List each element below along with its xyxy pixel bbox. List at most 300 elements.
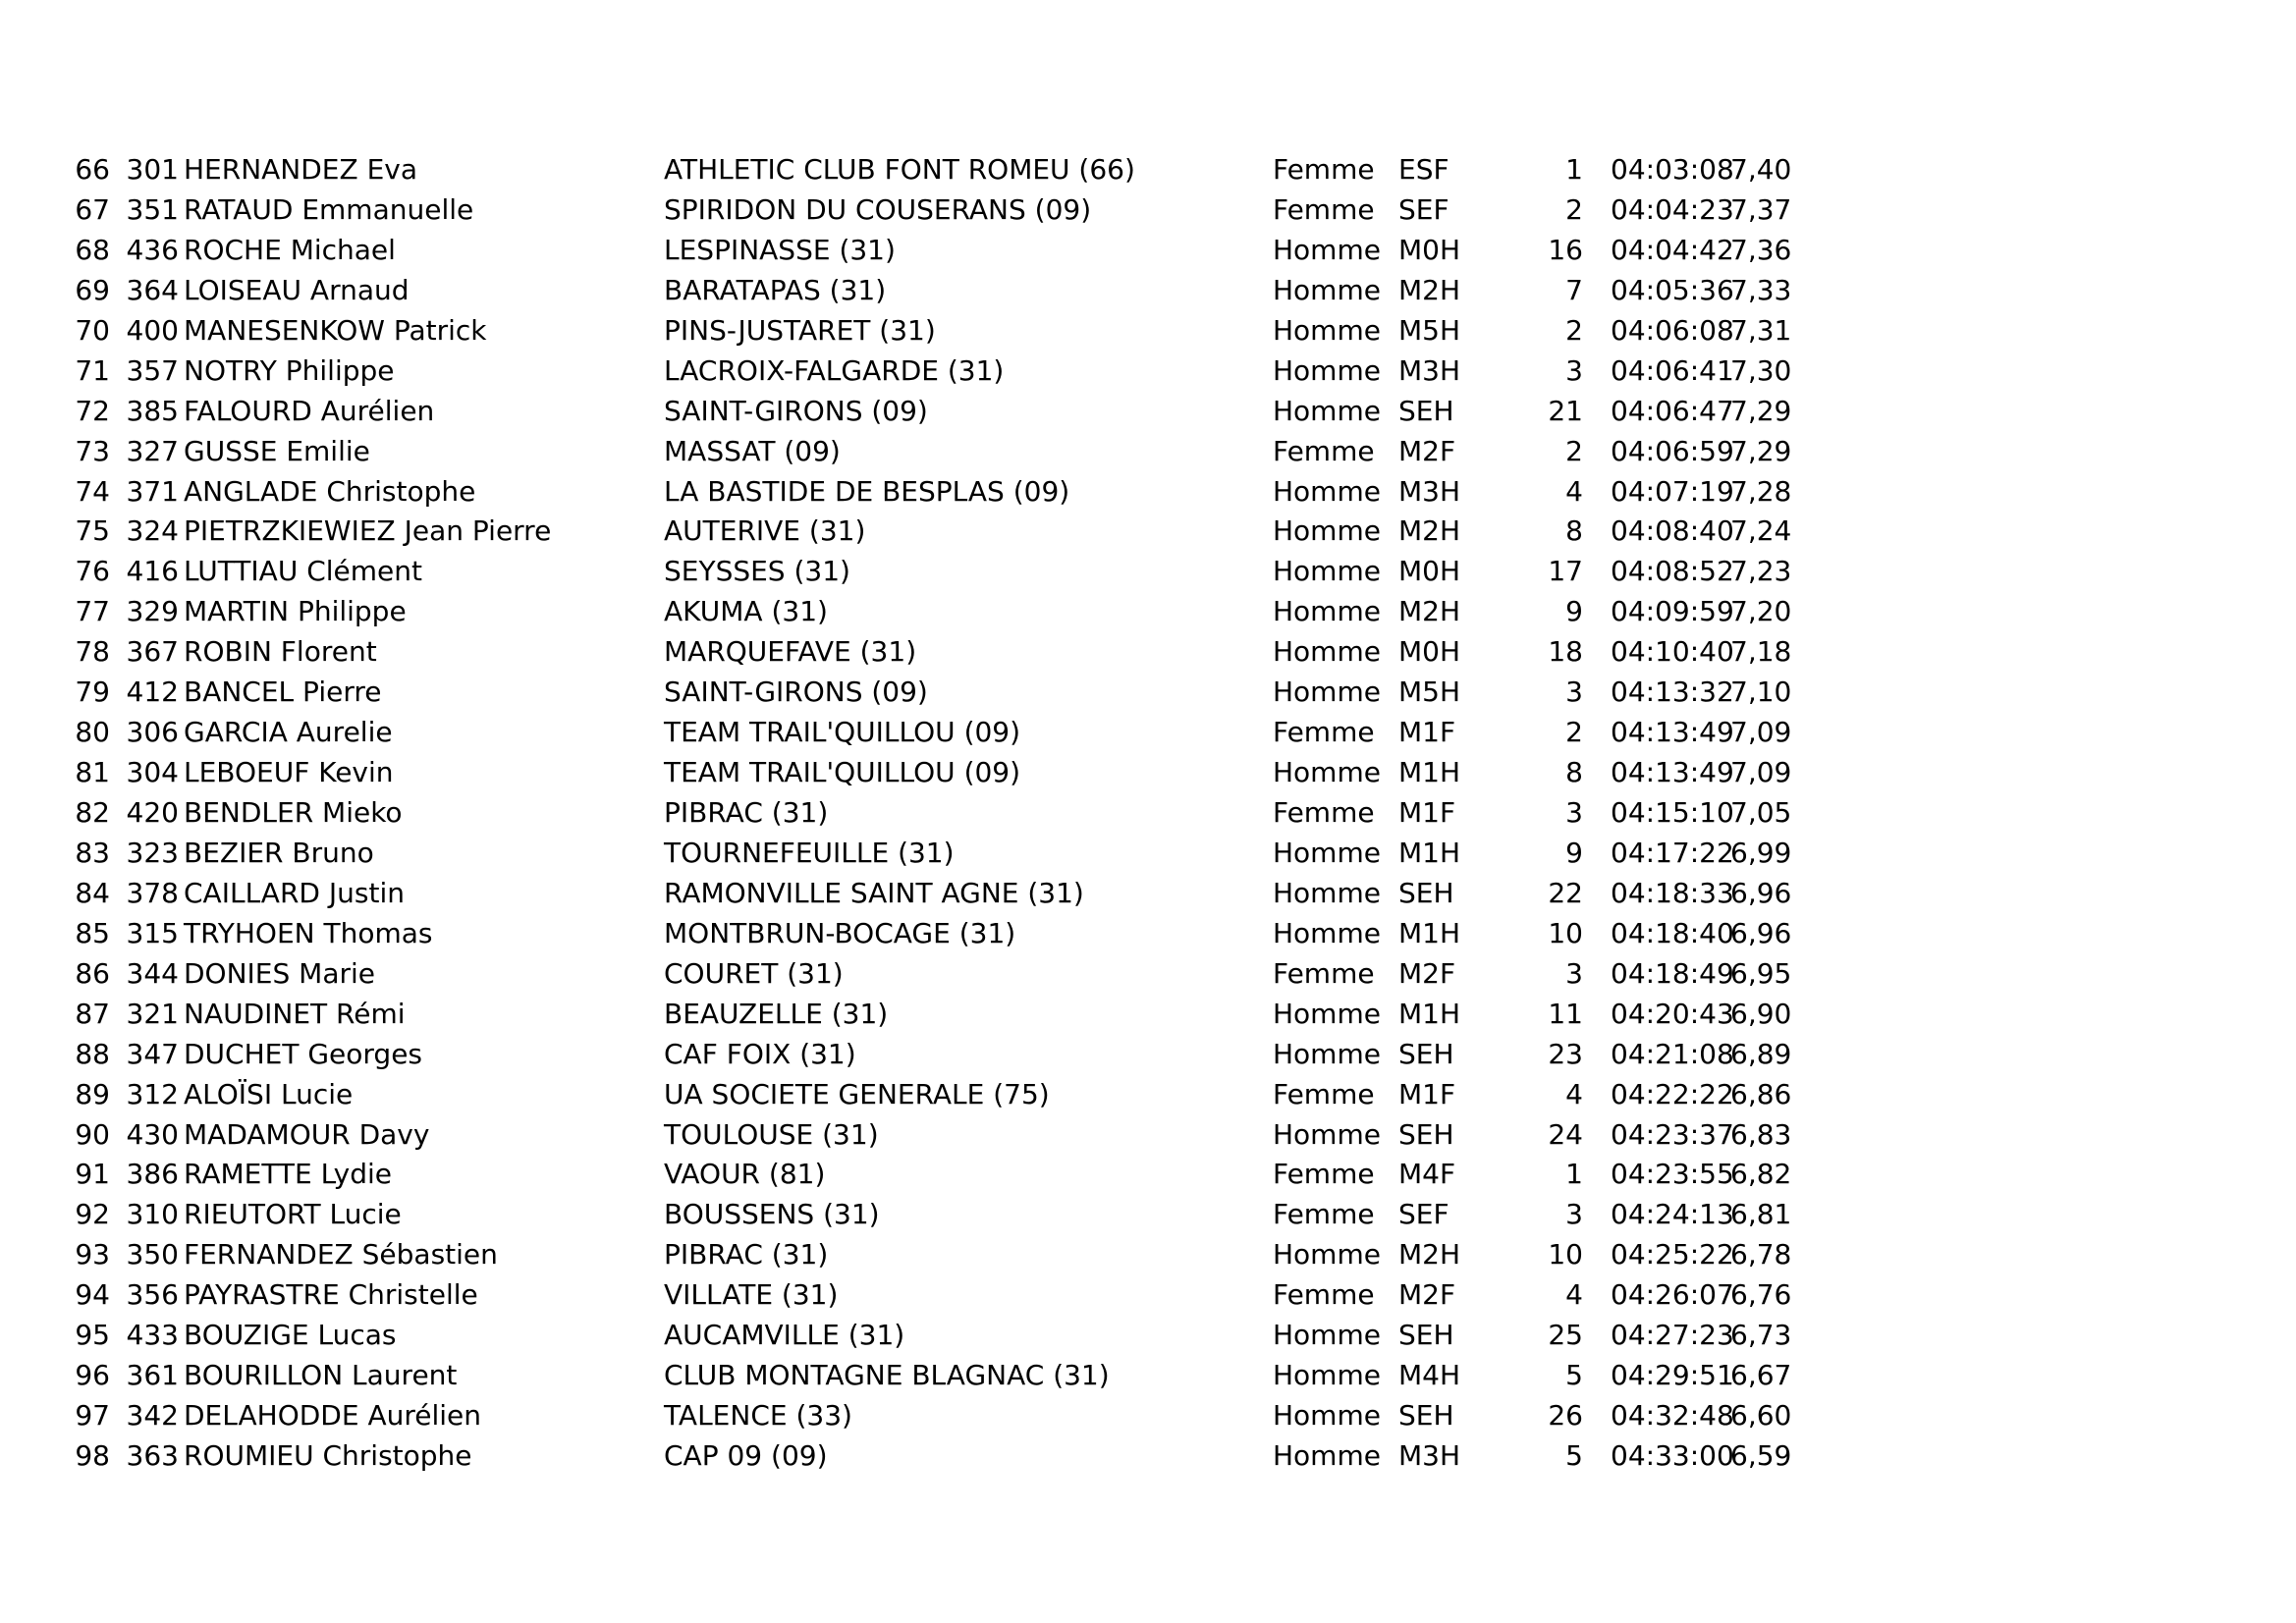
time-cell: 04:23:37 [1611,1117,1734,1151]
category-rank-cell: 4 [1565,474,1583,508]
category-rank-cell: 23 [1548,1037,1583,1070]
category-cell: SEH [1398,876,1454,909]
table-row [0,1155,2296,1195]
rank-cell: 80 [75,716,110,749]
time-cell: 04:27:23 [1611,1319,1734,1352]
rank-cell: 71 [75,353,110,387]
time-cell: 04:22:22 [1611,1077,1734,1110]
category-rank-cell: 1 [1565,153,1583,186]
speed-cell: 7,18 [1730,635,1792,669]
sex-cell: Homme [1273,997,1381,1030]
club-cell: RAMONVILLE SAINT AGNE (31) [664,876,1084,909]
runner-name-cell: BENDLER Mieko [184,796,403,829]
club-cell: CAP 09 (09) [664,1439,828,1472]
rank-cell: 94 [75,1278,110,1312]
table-row [0,231,2296,271]
runner-name-cell: NAUDINET Rémi [184,997,406,1030]
table-row [0,713,2296,753]
club-cell: LACROIX-FALGARDE (31) [664,353,1005,387]
club-cell: SPIRIDON DU COUSERANS (09) [664,192,1092,226]
category-cell: SEH [1398,1037,1454,1070]
club-cell: TEAM TRAIL'QUILLOU (09) [664,716,1021,749]
bib-cell: 363 [126,1439,179,1472]
category-cell: M1H [1398,997,1461,1030]
speed-cell: 7,29 [1730,394,1792,427]
bib-cell: 301 [126,153,179,186]
bib-cell: 430 [126,1117,179,1151]
category-rank-cell: 10 [1548,916,1583,949]
results-table [0,150,2296,1477]
category-cell: ESF [1398,153,1449,186]
sex-cell: Homme [1273,353,1381,387]
runner-name-cell: ANGLADE Christophe [184,474,476,508]
category-cell: M0H [1398,233,1461,266]
bib-cell: 329 [126,595,179,628]
table-row [0,793,2296,834]
speed-cell: 6,95 [1730,956,1792,990]
sex-cell: Homme [1273,876,1381,909]
rank-cell: 72 [75,394,110,427]
speed-cell: 6,96 [1730,876,1792,909]
runner-name-cell: MADAMOUR Davy [184,1117,430,1151]
time-cell: 04:23:55 [1611,1158,1734,1191]
table-row [0,874,2296,914]
bib-cell: 420 [126,796,179,829]
time-cell: 04:09:59 [1611,595,1734,628]
bib-cell: 385 [126,394,179,427]
table-row [0,552,2296,592]
time-cell: 04:05:36 [1611,273,1734,306]
sex-cell: Homme [1273,1037,1381,1070]
bib-cell: 327 [126,434,179,467]
time-cell: 04:24:13 [1611,1198,1734,1231]
rank-cell: 70 [75,313,110,347]
table-row [0,311,2296,352]
category-cell: M3H [1398,474,1461,508]
table-row [0,632,2296,673]
runner-name-cell: DELAHODDE Aurélien [184,1399,482,1433]
rank-cell: 67 [75,192,110,226]
category-rank-cell: 4 [1565,1278,1583,1312]
bib-cell: 364 [126,273,179,306]
category-rank-cell: 25 [1548,1319,1583,1352]
category-cell: M3H [1398,1439,1461,1472]
rank-cell: 69 [75,273,110,306]
bib-cell: 344 [126,956,179,990]
table-row [0,512,2296,552]
table-row [0,834,2296,874]
club-cell: TALENCE (33) [664,1399,852,1433]
sex-cell: Homme [1273,836,1381,869]
runner-name-cell: FERNANDEZ Sébastien [184,1238,498,1271]
sex-cell: Homme [1273,474,1381,508]
rank-cell: 95 [75,1319,110,1352]
speed-cell: 7,28 [1730,474,1792,508]
table-row [0,352,2296,392]
category-rank-cell: 1 [1565,1158,1583,1191]
bib-cell: 321 [126,997,179,1030]
bib-cell: 371 [126,474,179,508]
club-cell: MASSAT (09) [664,434,841,467]
bib-cell: 433 [126,1319,179,1352]
speed-cell: 7,24 [1730,514,1792,548]
table-row [0,472,2296,513]
rank-cell: 87 [75,997,110,1030]
category-rank-cell: 3 [1565,1198,1583,1231]
club-cell: SAINT-GIRONS (09) [664,676,928,709]
category-rank-cell: 9 [1565,595,1583,628]
speed-cell: 6,59 [1730,1439,1792,1472]
bib-cell: 323 [126,836,179,869]
category-rank-cell: 11 [1548,997,1583,1030]
category-rank-cell: 21 [1548,394,1583,427]
club-cell: SEYSSES (31) [664,555,850,588]
time-cell: 04:06:47 [1611,394,1734,427]
runner-name-cell: PAYRASTRE Christelle [184,1278,478,1312]
category-cell: M1H [1398,836,1461,869]
category-rank-cell: 5 [1565,1359,1583,1392]
table-row [0,1396,2296,1436]
table-row [0,1235,2296,1275]
sex-cell: Homme [1273,273,1381,306]
speed-cell: 6,86 [1730,1077,1792,1110]
runner-name-cell: NOTRY Philippe [184,353,395,387]
time-cell: 04:06:41 [1611,353,1734,387]
category-cell: M2F [1398,956,1456,990]
sex-cell: Homme [1273,313,1381,347]
runner-name-cell: CAILLARD Justin [184,876,405,909]
bib-cell: 416 [126,555,179,588]
runner-name-cell: LOISEAU Arnaud [184,273,410,306]
table-row [0,1356,2296,1396]
time-cell: 04:08:40 [1611,514,1734,548]
time-cell: 04:33:00 [1611,1439,1734,1472]
runner-name-cell: RAMETTE Lydie [184,1158,393,1191]
bib-cell: 400 [126,313,179,347]
category-cell: SEH [1398,394,1454,427]
table-row [0,592,2296,632]
speed-cell: 6,76 [1730,1278,1792,1312]
speed-cell: 7,29 [1730,434,1792,467]
rank-cell: 75 [75,514,110,548]
table-row [0,190,2296,231]
club-cell: PIBRAC (31) [664,1238,829,1271]
runner-name-cell: ALOÏSI Lucie [184,1077,354,1110]
category-rank-cell: 2 [1565,716,1583,749]
speed-cell: 7,23 [1730,555,1792,588]
speed-cell: 6,89 [1730,1037,1792,1070]
sex-cell: Homme [1273,233,1381,266]
category-rank-cell: 18 [1548,635,1583,669]
rank-cell: 68 [75,233,110,266]
time-cell: 04:17:22 [1611,836,1734,869]
rank-cell: 77 [75,595,110,628]
speed-cell: 7,36 [1730,233,1792,266]
table-row [0,1035,2296,1075]
club-cell: ATHLETIC CLUB FONT ROMEU (66) [664,153,1135,186]
table-row [0,954,2296,995]
runner-name-cell: DUCHET Georges [184,1037,423,1070]
table-row [0,1075,2296,1115]
category-cell: M1H [1398,916,1461,949]
speed-cell: 7,30 [1730,353,1792,387]
category-cell: M5H [1398,676,1461,709]
time-cell: 04:18:49 [1611,956,1734,990]
club-cell: BOUSSENS (31) [664,1198,880,1231]
category-rank-cell: 2 [1565,313,1583,347]
category-cell: M3H [1398,353,1461,387]
speed-cell: 6,83 [1730,1117,1792,1151]
table-row [0,1316,2296,1356]
runner-name-cell: LEBOEUF Kevin [184,756,394,789]
runner-name-cell: ROUMIEU Christophe [184,1439,472,1472]
rank-cell: 83 [75,836,110,869]
time-cell: 04:10:40 [1611,635,1734,669]
rank-cell: 86 [75,956,110,990]
rank-cell: 76 [75,555,110,588]
club-cell: TOULOUSE (31) [664,1117,879,1151]
category-cell: M1F [1398,796,1456,829]
runner-name-cell: BEZIER Bruno [184,836,374,869]
table-row [0,1436,2296,1477]
speed-cell: 7,20 [1730,595,1792,628]
category-cell: M2H [1398,1238,1461,1271]
speed-cell: 7,10 [1730,676,1792,709]
sex-cell: Homme [1273,635,1381,669]
runner-name-cell: BOURILLON Laurent [184,1359,458,1392]
table-row [0,995,2296,1035]
time-cell: 04:25:22 [1611,1238,1734,1271]
runner-name-cell: GARCIA Aurelie [184,716,393,749]
category-cell: M1F [1398,1077,1456,1110]
sex-cell: Femme [1273,1158,1375,1191]
category-cell: M1H [1398,756,1461,789]
sex-cell: Femme [1273,1278,1375,1312]
rank-cell: 88 [75,1037,110,1070]
rank-cell: 78 [75,635,110,669]
runner-name-cell: HERNANDEZ Eva [184,153,417,186]
time-cell: 04:13:32 [1611,676,1734,709]
time-cell: 04:29:51 [1611,1359,1734,1392]
rank-cell: 73 [75,434,110,467]
table-row [0,673,2296,713]
speed-cell: 7,37 [1730,192,1792,226]
time-cell: 04:26:07 [1611,1278,1734,1312]
category-cell: M2F [1398,1278,1456,1312]
table-row [0,271,2296,311]
club-cell: VAOUR (81) [664,1158,826,1191]
runner-name-cell: GUSSE Emilie [184,434,370,467]
sex-cell: Femme [1273,192,1375,226]
category-rank-cell: 16 [1548,233,1583,266]
category-cell: M5H [1398,313,1461,347]
sex-cell: Femme [1273,434,1375,467]
time-cell: 04:20:43 [1611,997,1734,1030]
bib-cell: 361 [126,1359,179,1392]
sex-cell: Homme [1273,756,1381,789]
table-row [0,1115,2296,1156]
time-cell: 04:06:59 [1611,434,1734,467]
bib-cell: 312 [126,1077,179,1110]
category-cell: M4H [1398,1359,1461,1392]
sex-cell: Homme [1273,1399,1381,1433]
category-cell: M0H [1398,555,1461,588]
speed-cell: 7,33 [1730,273,1792,306]
rank-cell: 89 [75,1077,110,1110]
category-cell: M2H [1398,514,1461,548]
category-rank-cell: 8 [1565,514,1583,548]
sex-cell: Homme [1273,1238,1381,1271]
club-cell: AUTERIVE (31) [664,514,866,548]
bib-cell: 436 [126,233,179,266]
category-rank-cell: 26 [1548,1399,1583,1433]
sex-cell: Femme [1273,796,1375,829]
category-rank-cell: 5 [1565,1439,1583,1472]
runner-name-cell: BANCEL Pierre [184,676,382,709]
table-row [0,1275,2296,1316]
rank-cell: 82 [75,796,110,829]
time-cell: 04:03:08 [1611,153,1734,186]
rank-cell: 81 [75,756,110,789]
sex-cell: Homme [1273,595,1381,628]
category-rank-cell: 2 [1565,434,1583,467]
sex-cell: Homme [1273,394,1381,427]
time-cell: 04:06:08 [1611,313,1734,347]
category-rank-cell: 4 [1565,1077,1583,1110]
club-cell: COURET (31) [664,956,844,990]
sex-cell: Femme [1273,153,1375,186]
sex-cell: Homme [1273,1319,1381,1352]
club-cell: LA BASTIDE DE BESPLAS (09) [664,474,1070,508]
category-cell: M4F [1398,1158,1456,1191]
sex-cell: Homme [1273,1117,1381,1151]
rank-cell: 84 [75,876,110,909]
runner-name-cell: BOUZIGE Lucas [184,1319,397,1352]
bib-cell: 367 [126,635,179,669]
sex-cell: Homme [1273,1359,1381,1392]
club-cell: MARQUEFAVE (31) [664,635,917,669]
category-cell: SEF [1398,192,1449,226]
club-cell: AUCAMVILLE (31) [664,1319,905,1352]
category-rank-cell: 3 [1565,353,1583,387]
bib-cell: 357 [126,353,179,387]
club-cell: LESPINASSE (31) [664,233,896,266]
club-cell: UA SOCIETE GENERALE (75) [664,1077,1050,1110]
category-rank-cell: 3 [1565,796,1583,829]
category-cell: M1F [1398,716,1456,749]
time-cell: 04:15:10 [1611,796,1734,829]
category-cell: M2F [1398,434,1456,467]
rank-cell: 96 [75,1359,110,1392]
speed-cell: 7,09 [1730,716,1792,749]
speed-cell: 7,05 [1730,796,1792,829]
club-cell: BEAUZELLE (31) [664,997,889,1030]
bib-cell: 304 [126,756,179,789]
rank-cell: 98 [75,1439,110,1472]
bib-cell: 306 [126,716,179,749]
runner-name-cell: ROBIN Florent [184,635,377,669]
rank-cell: 91 [75,1158,110,1191]
table-row [0,432,2296,472]
bib-cell: 324 [126,514,179,548]
sex-cell: Femme [1273,1198,1375,1231]
club-cell: BARATAPAS (31) [664,273,887,306]
sex-cell: Femme [1273,956,1375,990]
rank-cell: 93 [75,1238,110,1271]
time-cell: 04:08:52 [1611,555,1734,588]
time-cell: 04:18:33 [1611,876,1734,909]
category-rank-cell: 2 [1565,192,1583,226]
bib-cell: 342 [126,1399,179,1433]
category-rank-cell: 3 [1565,956,1583,990]
sex-cell: Homme [1273,1439,1381,1472]
runner-name-cell: DONIES Marie [184,956,376,990]
club-cell: TEAM TRAIL'QUILLOU (09) [664,756,1021,789]
club-cell: VILLATE (31) [664,1278,839,1312]
speed-cell: 6,67 [1730,1359,1792,1392]
speed-cell: 7,09 [1730,756,1792,789]
table-row [0,150,2296,190]
sex-cell: Femme [1273,716,1375,749]
runner-name-cell: LUTTIAU Clément [184,555,423,588]
runner-name-cell: RIEUTORT Lucie [184,1198,402,1231]
bib-cell: 386 [126,1158,179,1191]
time-cell: 04:21:08 [1611,1037,1734,1070]
category-rank-cell: 7 [1565,273,1583,306]
runner-name-cell: PIETRZKIEWIEZ Jean Pierre [184,514,552,548]
category-cell: M2H [1398,595,1461,628]
bib-cell: 412 [126,676,179,709]
category-cell: SEH [1398,1117,1454,1151]
speed-cell: 6,96 [1730,916,1792,949]
runner-name-cell: TRYHOEN Thomas [184,916,433,949]
time-cell: 04:04:23 [1611,192,1734,226]
speed-cell: 6,73 [1730,1319,1792,1352]
time-cell: 04:04:42 [1611,233,1734,266]
category-rank-cell: 9 [1565,836,1583,869]
rank-cell: 74 [75,474,110,508]
club-cell: AKUMA (31) [664,595,828,628]
bib-cell: 347 [126,1037,179,1070]
table-row [0,753,2296,793]
sex-cell: Homme [1273,916,1381,949]
runner-name-cell: RATAUD Emmanuelle [184,192,474,226]
table-row [0,392,2296,432]
rank-cell: 97 [75,1399,110,1433]
time-cell: 04:18:40 [1611,916,1734,949]
runner-name-cell: MANESENKOW Patrick [184,313,487,347]
bib-cell: 315 [126,916,179,949]
speed-cell: 7,40 [1730,153,1792,186]
speed-cell: 6,99 [1730,836,1792,869]
rank-cell: 79 [75,676,110,709]
category-cell: M0H [1398,635,1461,669]
runner-name-cell: FALOURD Aurélien [184,394,435,427]
speed-cell: 6,60 [1730,1399,1792,1433]
category-cell: SEH [1398,1399,1454,1433]
speed-cell: 7,31 [1730,313,1792,347]
rank-cell: 90 [75,1117,110,1151]
runner-name-cell: ROCHE Michael [184,233,396,266]
category-rank-cell: 22 [1548,876,1583,909]
rank-cell: 66 [75,153,110,186]
bib-cell: 378 [126,876,179,909]
rank-cell: 85 [75,916,110,949]
table-row [0,1195,2296,1235]
bib-cell: 350 [126,1238,179,1271]
sex-cell: Homme [1273,514,1381,548]
speed-cell: 6,82 [1730,1158,1792,1191]
